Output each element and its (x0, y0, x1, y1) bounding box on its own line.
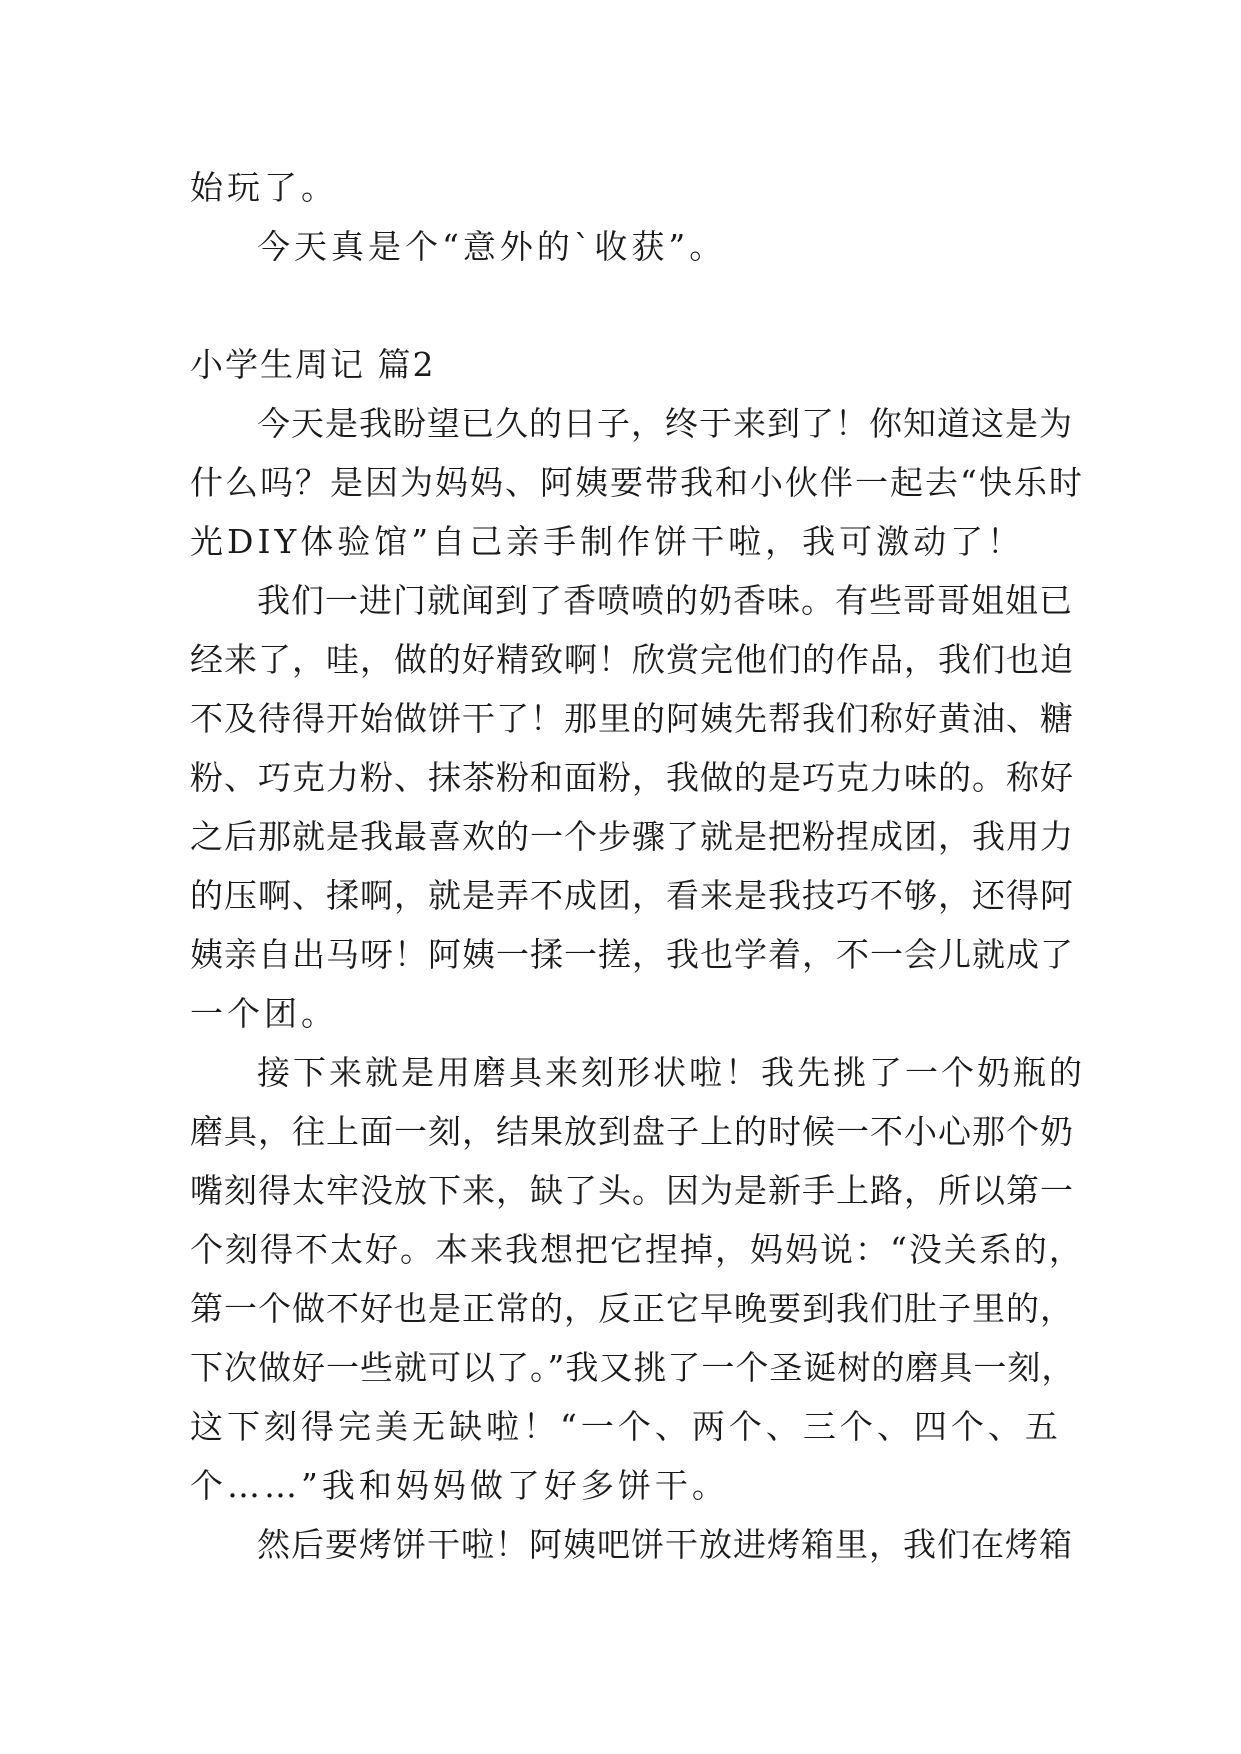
text-line: 的压啊、揉啊，就是弄不成团，看来是我技巧不够，还得阿 (190, 876, 1074, 915)
text-line: 接下来就是用磨具来刻形状啦！我先挑了一个奶瓶的 (257, 1053, 1085, 1092)
text-line: 始玩了。 (190, 168, 338, 207)
section-title: 小学生周记 篇2 (190, 345, 436, 384)
text-line: 这下刻得完美无缺啦！“一个、两个、三个、四个、五 (190, 1407, 1062, 1446)
text-line: 什么吗？是因为妈妈、阿姨要带我和小伙伴一起去“快乐时 (190, 463, 1084, 502)
text-line: 然后要烤饼干啦！阿姨吧饼干放进烤箱里，我们在烤箱 (257, 1525, 1073, 1564)
text-line: 一个团。 (190, 994, 338, 1033)
text-line: 第一个做不好也是正常的，反正它早晚要到我们肚子里的， (190, 1289, 1074, 1328)
text-line: 粉、巧克力粉、抹茶粉和面粉，我做的是巧克力味的。称好 (190, 758, 1074, 797)
text-line: 个……”我和妈妈做了好多饼干。 (190, 1466, 729, 1505)
text-line: 光DIY体验馆”自己亲手制作饼干啦，我可激动了！ (190, 522, 1025, 561)
text-line: 我们一进门就闻到了香喷喷的奶香味。有些哥哥姐姐已 (257, 581, 1073, 620)
text-line: 姨亲自出马呀！阿姨一揉一搓，我也学着，不一会儿就成了 (190, 935, 1074, 974)
text-line: 个刻得不太好。本来我想把它捏掉，妈妈说：“没关系的， (190, 1230, 1084, 1269)
text-line: 经来了，哇，做的好精致啊！欣赏完他们的作品，我们也迫 (190, 640, 1074, 679)
text-line: 磨具，往上面一刻，结果放到盘子上的时候一不小心那个奶 (190, 1112, 1074, 1151)
text-line: 今天是我盼望已久的日子，终于来到了！你知道这是为 (257, 404, 1073, 443)
text-line: 不及待得开始做饼干了！那里的阿姨先帮我们称好黄油、糖 (190, 699, 1074, 738)
text-line: 下次做好一些就可以了。”我又挑了一个圣诞树的磨具一刻， (190, 1348, 1076, 1387)
text-line: 今天真是个“意外的`收获”。 (257, 227, 727, 266)
text-line: 嘴刻得太牢没放下来，缺了头。因为是新手上路，所以第一 (190, 1171, 1074, 1210)
text-line: 之后那就是我最喜欢的一个步骤了就是把粉捏成团，我用力 (190, 817, 1074, 856)
